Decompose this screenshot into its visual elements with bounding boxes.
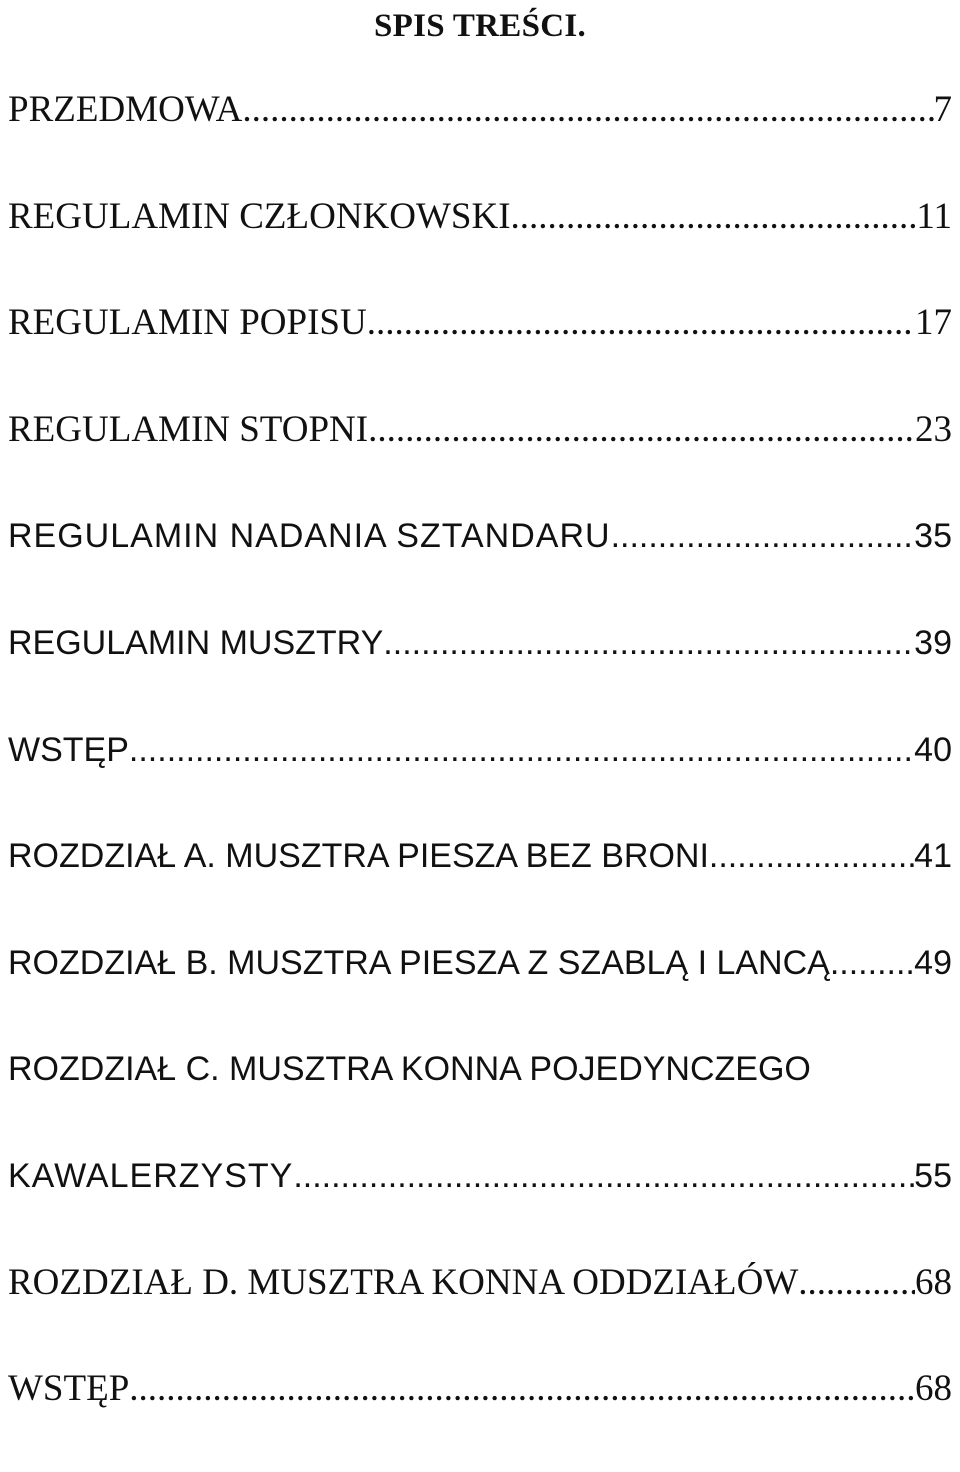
toc-entry-title: WSTĘP — [8, 730, 129, 769]
toc-dot-leader — [830, 939, 914, 987]
toc-page-number: 68 — [915, 1368, 952, 1410]
table-of-contents — [8, 86, 952, 1472]
toc-entry-regulamin-musztry — [8, 619, 952, 726]
toc-entry-regulamin-czlonkowski — [8, 193, 952, 300]
toc-page-number: 40 — [914, 730, 952, 769]
toc-page-number: 35 — [914, 517, 952, 556]
toc-page-number: 39 — [914, 623, 952, 662]
toc-entry-title: ROZDZIAŁ A. MUSZTRA PIESZA BEZ BRONI — [8, 837, 709, 876]
toc-entry-rozdzial-c — [8, 1045, 952, 1152]
toc-dot-leader — [383, 619, 914, 667]
toc-entry-wstep-2 — [8, 1365, 952, 1472]
toc-dot-leader — [242, 86, 933, 134]
toc-dot-leader — [367, 299, 915, 347]
toc-entry-title: ROZDZIAŁ C. MUSZTRA KONNA POJEDYNCZEGO — [8, 1050, 811, 1089]
toc-entry-przedmowa — [8, 86, 952, 193]
toc-entry-regulamin-stopni — [8, 406, 952, 513]
toc-entry-title: REGULAMIN NADANIA SZTANDARU — [8, 517, 611, 556]
toc-entry-rozdzial-a — [8, 832, 952, 939]
toc-entry-title: ROZDZIAŁ D. MUSZTRA KONNA ODDZIAŁÓW — [8, 1261, 799, 1303]
toc-dot-leader — [129, 1365, 915, 1413]
toc-entry-title: PRZEDMOWA — [8, 89, 243, 130]
toc-page-number: 55 — [914, 1156, 952, 1195]
toc-dot-leader — [368, 406, 915, 454]
toc-dot-leader — [511, 193, 917, 241]
toc-entry-kawalerzysty — [8, 1152, 952, 1259]
toc-entry-title: WSTĘP — [8, 1368, 130, 1410]
toc-entry-title: REGULAMIN STOPNI — [8, 408, 369, 450]
toc-page-number: 17 — [915, 302, 952, 344]
toc-dot-leader — [798, 1259, 915, 1307]
toc-entry-title: REGULAMIN POPISU — [8, 302, 367, 344]
toc-page-number: 23 — [915, 408, 952, 450]
toc-dot-leader — [611, 512, 915, 560]
page-title: SPIS TREŚCI. — [373, 8, 587, 44]
toc-entry-title: REGULAMIN MUSZTRY — [8, 623, 384, 662]
toc-entry-title: KAWALERZYSTY — [8, 1156, 294, 1195]
toc-entry-rozdzial-b — [8, 939, 952, 1046]
toc-page-number: 49 — [914, 943, 952, 982]
toc-page-number: 41 — [914, 837, 952, 876]
toc-page-number: 11 — [916, 195, 952, 237]
toc-dot-leader — [129, 726, 914, 774]
toc-entry-regulamin-nadania-sztandaru — [8, 512, 952, 619]
toc-entry-wstep — [8, 726, 952, 833]
toc-entry-regulamin-popisu — [8, 299, 952, 406]
toc-page-number: 7 — [933, 89, 952, 130]
toc-dot-leader — [709, 832, 914, 880]
toc-page-number: 68 — [915, 1261, 952, 1303]
toc-entry-title: ROZDZIAŁ B. MUSZTRA PIESZA Z SZABLĄ I LANCĄ — [8, 943, 830, 982]
toc-entry-rozdzial-d — [8, 1259, 952, 1366]
toc-dot-leader — [293, 1152, 914, 1200]
toc-entry-title: REGULAMIN CZŁONKOWSKI — [8, 195, 511, 237]
